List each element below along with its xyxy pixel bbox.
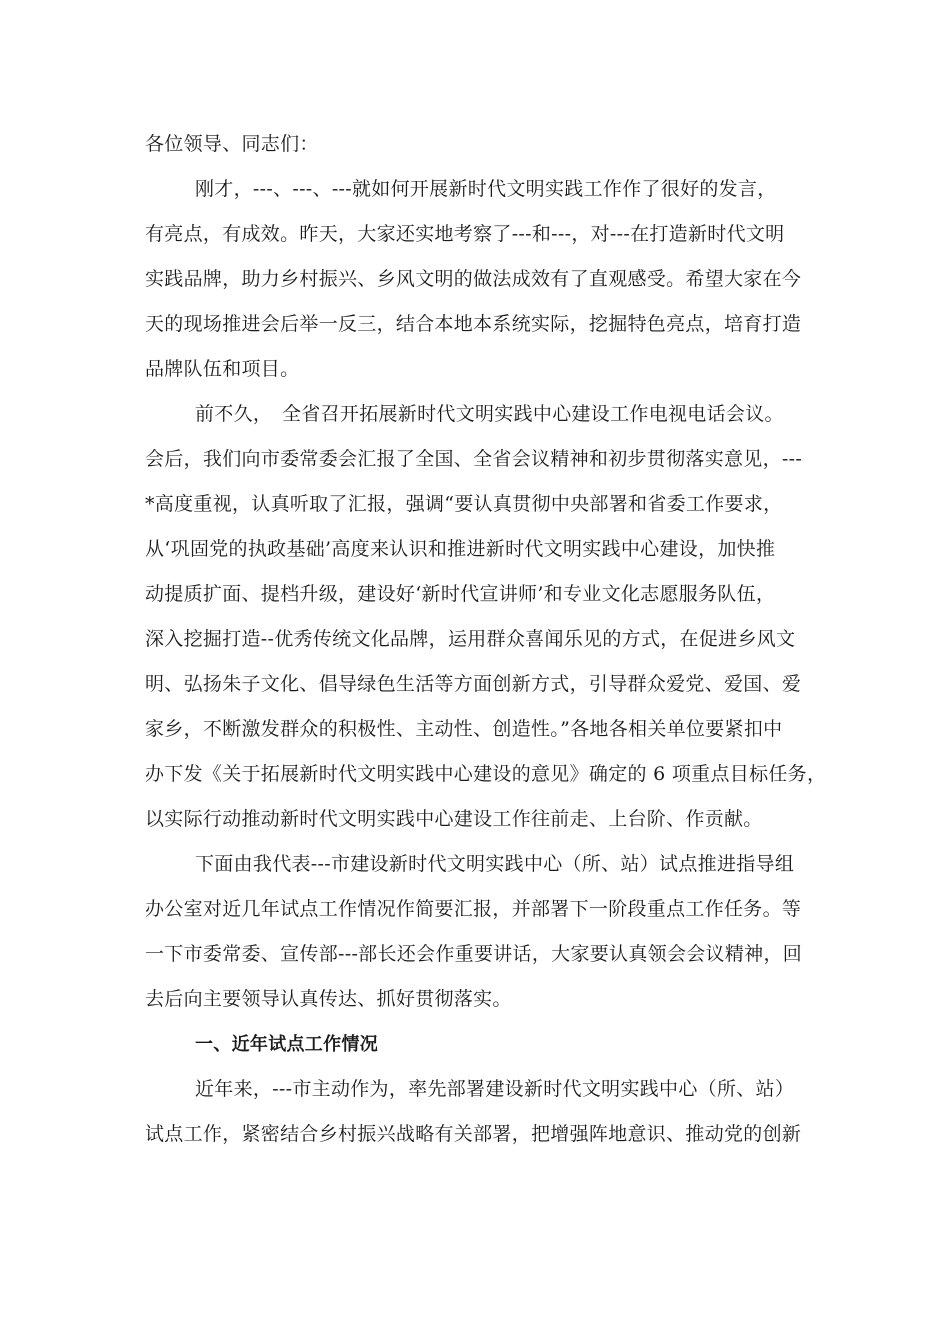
paragraph-1-line-3: 实践品牌，助力乡村振兴、乡风文明的做法成效有了直观感受。希望大家在今 xyxy=(145,268,802,290)
paragraph-1-line-2: 有亮点，有成效。昨天，大家还实地考察了---和---，对---在打造新时代文明 xyxy=(145,223,785,245)
paragraph-2-line-4: 从‘巩固党的执政基础’高度来认识和推进新时代文明实践中心建设，加快推 xyxy=(145,538,776,560)
paragraph-2-line-6: 深入挖掘打造--优秀传统文化品牌，运用群众喜闻乐见的方式，在促进乡风文 xyxy=(145,628,796,650)
paragraph-2-line-3: *高度重视，认真听取了汇报，强调“要认真贯彻中央部署和省委工作要求， xyxy=(145,493,783,515)
paragraph-2-line-9: 办下发《关于拓展新时代文明实践中心建设的意见》确定的 6 项重点目标任务， xyxy=(145,763,827,785)
paragraph-2-line-5: 动提质扩面、提档升级，建设好‘新时代宣讲师’和专业文化志愿服务队伍， xyxy=(145,583,776,605)
paragraph-4-line-1: 近年来，---市主动作为，率先部署建设新时代文明实践中心（所、站） xyxy=(195,1078,795,1100)
paragraph-3-line-4: 去后向主要领导认真传达、抓好贯彻落实。 xyxy=(145,988,512,1010)
paragraph-2-line-2: 会后，我们向市委常委会汇报了全国、全省会议精神和初步贯彻落实意见，--- xyxy=(145,448,803,470)
paragraph-1-line-1: 刚才，---、---、---就如何开展新时代文明实践工作作了很好的发言， xyxy=(195,178,777,200)
paragraph-3-line-2: 办公室对近几年试点工作情况作简要汇报，并部署下一阶段重点工作任务。等 xyxy=(145,898,802,920)
paragraph-3-line-1: 下面由我代表---市建设新时代文明实践中心（所、站）试点推进指导组 xyxy=(195,853,795,875)
paragraph-1-line-5: 品牌队伍和项目。 xyxy=(145,358,300,380)
paragraph-2-line-10: 以实际行动推动新时代文明实践中心建设工作往前走、上台阶、作贡献。 xyxy=(145,808,763,830)
paragraph-3-line-3: 一下市委常委、宣传部---部长还会作重要讲话，大家要认真领会会议精神，回 xyxy=(145,943,803,965)
section-heading: 一、近年试点工作情况 xyxy=(195,1034,378,1055)
document-body xyxy=(145,122,825,1157)
paragraph-2-line-1: 前不久， 全省召开拓展新时代文明实践中心建设工作电视电话会议。 xyxy=(195,403,784,425)
paragraph-4-line-2: 试点工作，紧密结合乡村振兴战略有关部署，把增强阵地意识、推动党的创新 xyxy=(145,1123,802,1145)
paragraph-2-line-8: 家乡，不断激发群众的积极性、主动性、创造性。”各地各相关单位要紧扣中 xyxy=(145,718,783,740)
salutation: 各位领导、同志们： xyxy=(145,133,319,155)
paragraph-1-line-4: 天的现场推进会后举一反三，结合本地本系统实际，挖掘特色亮点，培育打造 xyxy=(145,313,802,335)
paragraph-2-line-7: 明、弘扬朱子文化、倡导绿色生活等方面创新方式，引导群众爱党、爱国、爱 xyxy=(145,673,802,695)
